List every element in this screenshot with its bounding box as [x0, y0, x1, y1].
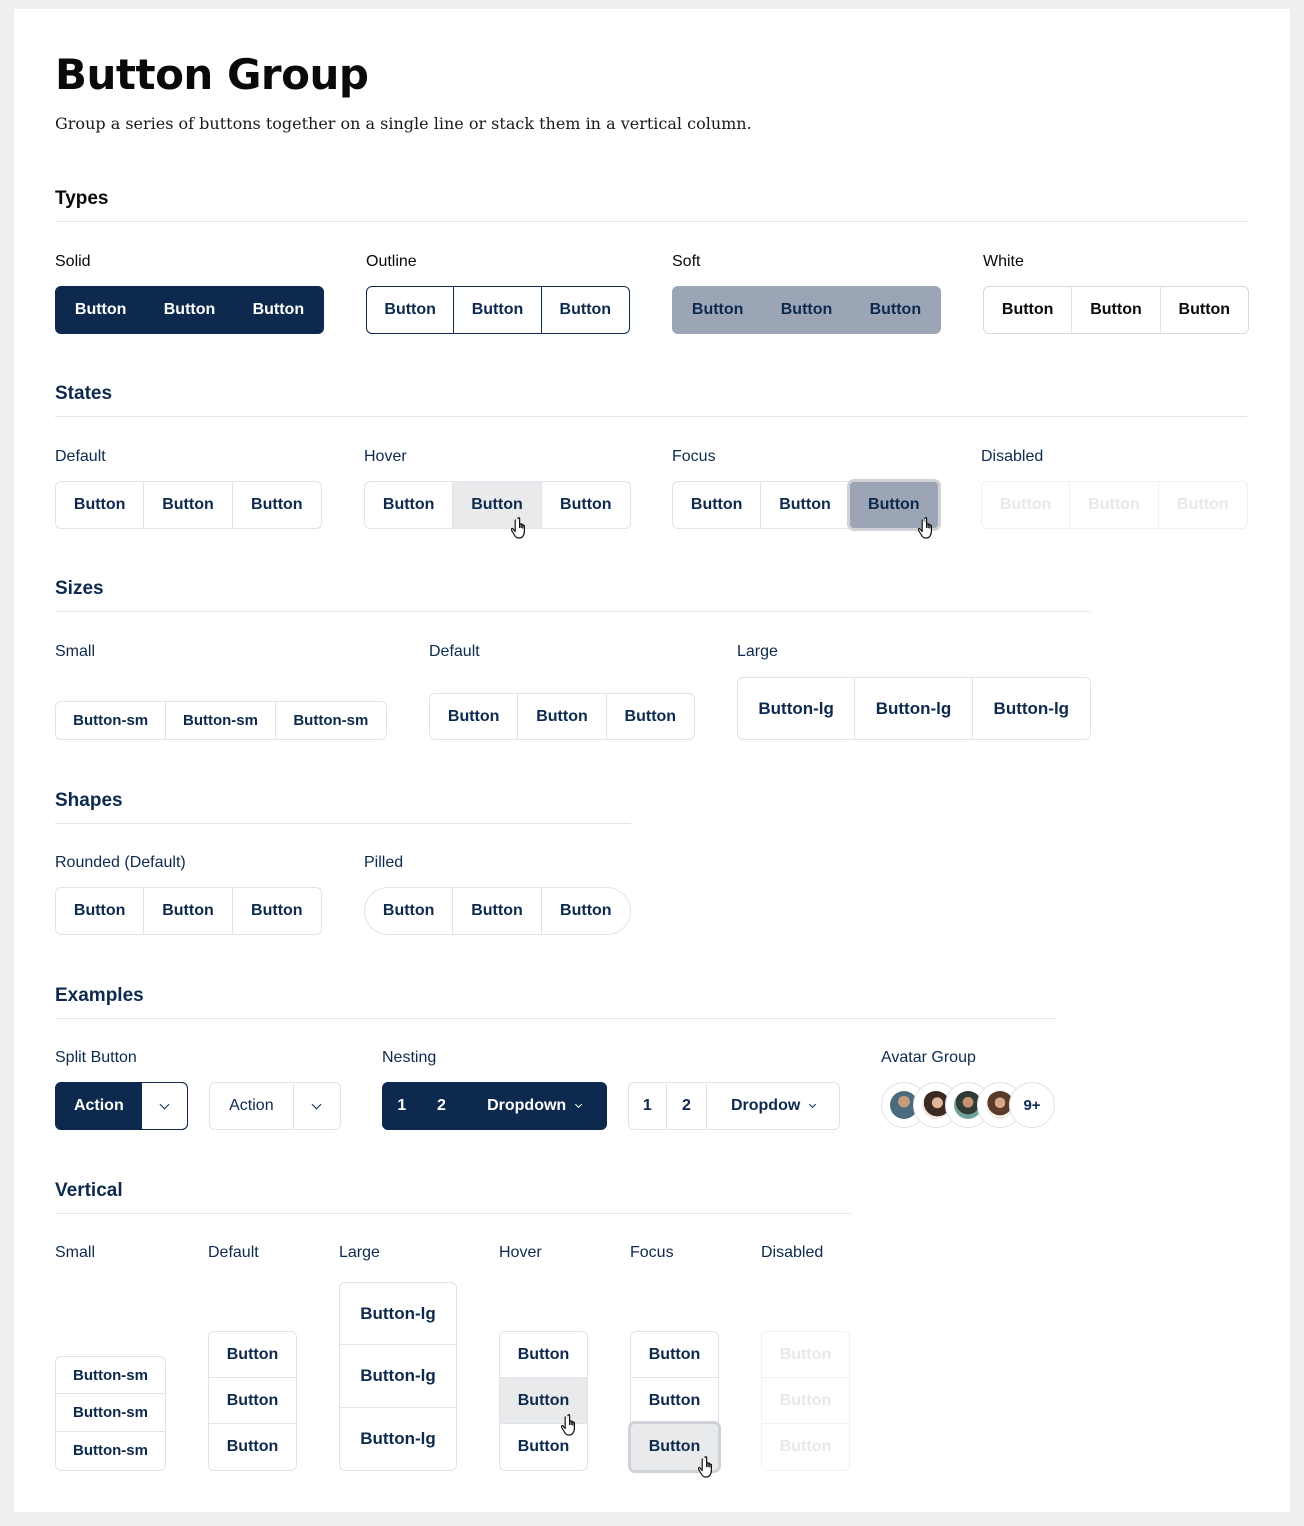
group-button[interactable]: Button [74, 301, 127, 318]
section-title-examples: Examples [55, 985, 144, 1006]
action-button[interactable]: Action [73, 1097, 124, 1114]
group-button[interactable]: Button-lg [340, 1283, 456, 1345]
group-button-disabled: Button [982, 482, 1070, 528]
vertical-group-hover [499, 1331, 588, 1471]
label-rounded: Rounded (Default) [55, 854, 186, 871]
group-button[interactable]: Button [559, 301, 612, 318]
page-subtitle: Group a series of buttons together on a single line or stack them in a vertical column. [55, 114, 752, 133]
group-button[interactable]: Button [144, 482, 232, 528]
button-group-disabled [981, 481, 1248, 529]
nesting-group-solid [382, 1082, 607, 1130]
button-group-hover [364, 481, 631, 529]
group-button[interactable]: Button [367, 287, 454, 333]
group-button-disabled: Button [1070, 482, 1158, 528]
group-button[interactable]: Button [454, 287, 541, 333]
group-button[interactable]: Button-sm [56, 702, 166, 739]
split-button-solid [55, 1082, 188, 1130]
group-button[interactable]: Button [500, 1332, 587, 1378]
section-divider [55, 1018, 1057, 1019]
group-button[interactable]: Button [518, 694, 606, 739]
label-pilled: Pilled [364, 854, 404, 871]
group-button[interactable]: Button [780, 301, 833, 318]
button-group-large [737, 677, 1091, 740]
chevron-down-icon [575, 1100, 582, 1107]
avatar-more-count: 9+ [1023, 1096, 1041, 1114]
label-hover: Hover [364, 448, 407, 465]
group-button[interactable]: Button [869, 301, 922, 318]
chevron-down-icon [809, 1100, 816, 1107]
label-white: White [983, 253, 1024, 270]
label-outline: Outline [366, 253, 417, 270]
group-button[interactable]: Button [252, 301, 305, 318]
nested-button-1[interactable]: 1 [397, 1097, 407, 1114]
vertical-group-default [208, 1331, 297, 1471]
group-button[interactable]: Button-lg [738, 678, 855, 739]
button-group-rounded [55, 887, 322, 935]
group-button[interactable]: Button [56, 888, 144, 934]
label-large: Large [737, 643, 778, 660]
avatar-group [881, 1082, 1057, 1130]
group-button-disabled: Button [779, 1437, 832, 1455]
label-split-button: Split Button [55, 1049, 137, 1066]
hand-pointer-icon [698, 1455, 720, 1481]
group-button[interactable]: Button [56, 482, 144, 528]
dropdown-label: Dropdown [487, 1097, 567, 1114]
avatar-more[interactable] [1009, 1082, 1055, 1128]
group-button[interactable]: Button [430, 694, 518, 739]
section-divider [55, 823, 631, 824]
label-vertical-small: Small [55, 1244, 96, 1261]
group-button[interactable]: Button [624, 707, 677, 725]
group-button[interactable]: Button [365, 482, 453, 528]
dropdown-label: Dropdow [730, 1097, 801, 1114]
button-group-white [983, 286, 1249, 334]
group-button[interactable]: Button [560, 496, 612, 513]
group-button[interactable]: Button [517, 1437, 570, 1455]
section-title-shapes: Shapes [55, 790, 123, 811]
section-title-sizes: Sizes [55, 578, 104, 599]
label-nesting: Nesting [382, 1049, 437, 1066]
group-button[interactable]: Button [631, 1378, 718, 1423]
group-button[interactable]: Button [226, 1437, 279, 1455]
group-button[interactable]: Button-lg [360, 1428, 436, 1448]
group-button[interactable]: Button-sm [56, 1357, 165, 1394]
nesting-group-white [628, 1082, 840, 1130]
section-title-types: Types [55, 188, 109, 209]
group-button[interactable]: Button-sm [166, 702, 275, 739]
button-group-default-size [429, 693, 695, 740]
group-button[interactable]: Button-sm [293, 712, 369, 729]
group-button[interactable]: Button-lg [993, 698, 1070, 718]
group-button-focused[interactable]: Button [631, 1424, 718, 1470]
group-button-disabled: Button [1177, 496, 1229, 513]
section-divider [55, 221, 1249, 222]
vertical-group-small [55, 1356, 166, 1471]
label-vertical-large: Large [339, 1244, 380, 1261]
group-button[interactable]: Button [163, 301, 216, 318]
chevron-down-icon [159, 1099, 169, 1109]
group-button[interactable]: Button [209, 1378, 296, 1423]
group-button[interactable]: Button [251, 902, 303, 919]
label-vertical-disabled: Disabled [761, 1244, 824, 1261]
group-button[interactable]: Button [560, 902, 612, 919]
hand-pointer-icon [918, 516, 940, 542]
label-small: Small [55, 643, 96, 660]
label-vertical-default: Default [208, 1244, 259, 1261]
group-button-focused[interactable]: Button [850, 482, 938, 528]
group-button[interactable]: Button-sm [73, 1442, 148, 1460]
nested-dropdown[interactable] [462, 1083, 606, 1129]
group-button-hovered[interactable]: Button [500, 1378, 587, 1423]
nested-button-1[interactable]: 1 [629, 1083, 667, 1129]
vertical-group-large [339, 1282, 457, 1471]
group-button-disabled: Button [762, 1378, 849, 1423]
label-default: Default [55, 448, 106, 465]
page-card [14, 9, 1290, 1512]
hand-pointer-icon [511, 516, 533, 542]
section-divider [55, 611, 1091, 612]
label-vertical-hover: Hover [499, 1244, 542, 1261]
group-button[interactable]: Button [984, 287, 1072, 333]
group-button[interactable]: Button [1178, 301, 1231, 318]
group-button[interactable]: Button-lg [340, 1345, 456, 1407]
group-button[interactable]: Button [631, 1332, 718, 1378]
button-group-default [55, 481, 322, 529]
label-soft: Soft [672, 253, 701, 270]
button-group-focus [672, 481, 939, 529]
section-divider [55, 416, 1247, 417]
group-button[interactable]: Button-sm [56, 1394, 165, 1431]
group-button[interactable]: Button [673, 482, 761, 528]
group-button-hovered[interactable]: Button [453, 482, 541, 528]
label-focus: Focus [672, 448, 716, 465]
section-divider [55, 1213, 851, 1214]
label-solid: Solid [55, 253, 91, 270]
hand-pointer-icon [561, 1413, 583, 1439]
section-title-states: States [55, 383, 113, 404]
vertical-group-focus [630, 1331, 719, 1471]
group-button[interactable]: Button [691, 301, 744, 318]
button-group-pilled [364, 887, 631, 935]
section-title-vertical: Vertical [55, 1180, 123, 1201]
group-button[interactable]: Button [365, 888, 453, 934]
group-button-disabled: Button [762, 1332, 849, 1378]
vertical-group-disabled [761, 1331, 850, 1471]
label-avatar-group: Avatar Group [881, 1049, 976, 1066]
label-disabled: Disabled [981, 448, 1044, 465]
button-group-small [55, 701, 387, 740]
button-group-soft [672, 286, 941, 334]
group-button[interactable]: Button-lg [855, 678, 972, 739]
group-button[interactable]: Button [453, 888, 541, 934]
group-button[interactable]: Button [209, 1332, 296, 1378]
split-dropdown-toggle[interactable] [142, 1083, 187, 1129]
button-group-solid [55, 286, 324, 334]
chevron-down-icon [312, 1099, 322, 1109]
group-button[interactable]: Button [1072, 287, 1160, 333]
label-default-size: Default [429, 643, 480, 660]
split-button-white [209, 1082, 341, 1130]
page-title: Button Group [55, 50, 369, 99]
nested-button-2[interactable]: 2 [437, 1097, 446, 1114]
nested-dropdown[interactable] [707, 1083, 839, 1129]
label-vertical-focus: Focus [630, 1244, 674, 1261]
group-button[interactable]: Button [761, 482, 849, 528]
split-dropdown-toggle[interactable] [294, 1083, 340, 1129]
group-button[interactable]: Button [251, 496, 303, 513]
group-button[interactable]: Button [144, 888, 232, 934]
action-button[interactable]: Action [210, 1083, 294, 1129]
nested-button-2[interactable]: 2 [667, 1083, 708, 1129]
button-group-outline [366, 286, 630, 334]
